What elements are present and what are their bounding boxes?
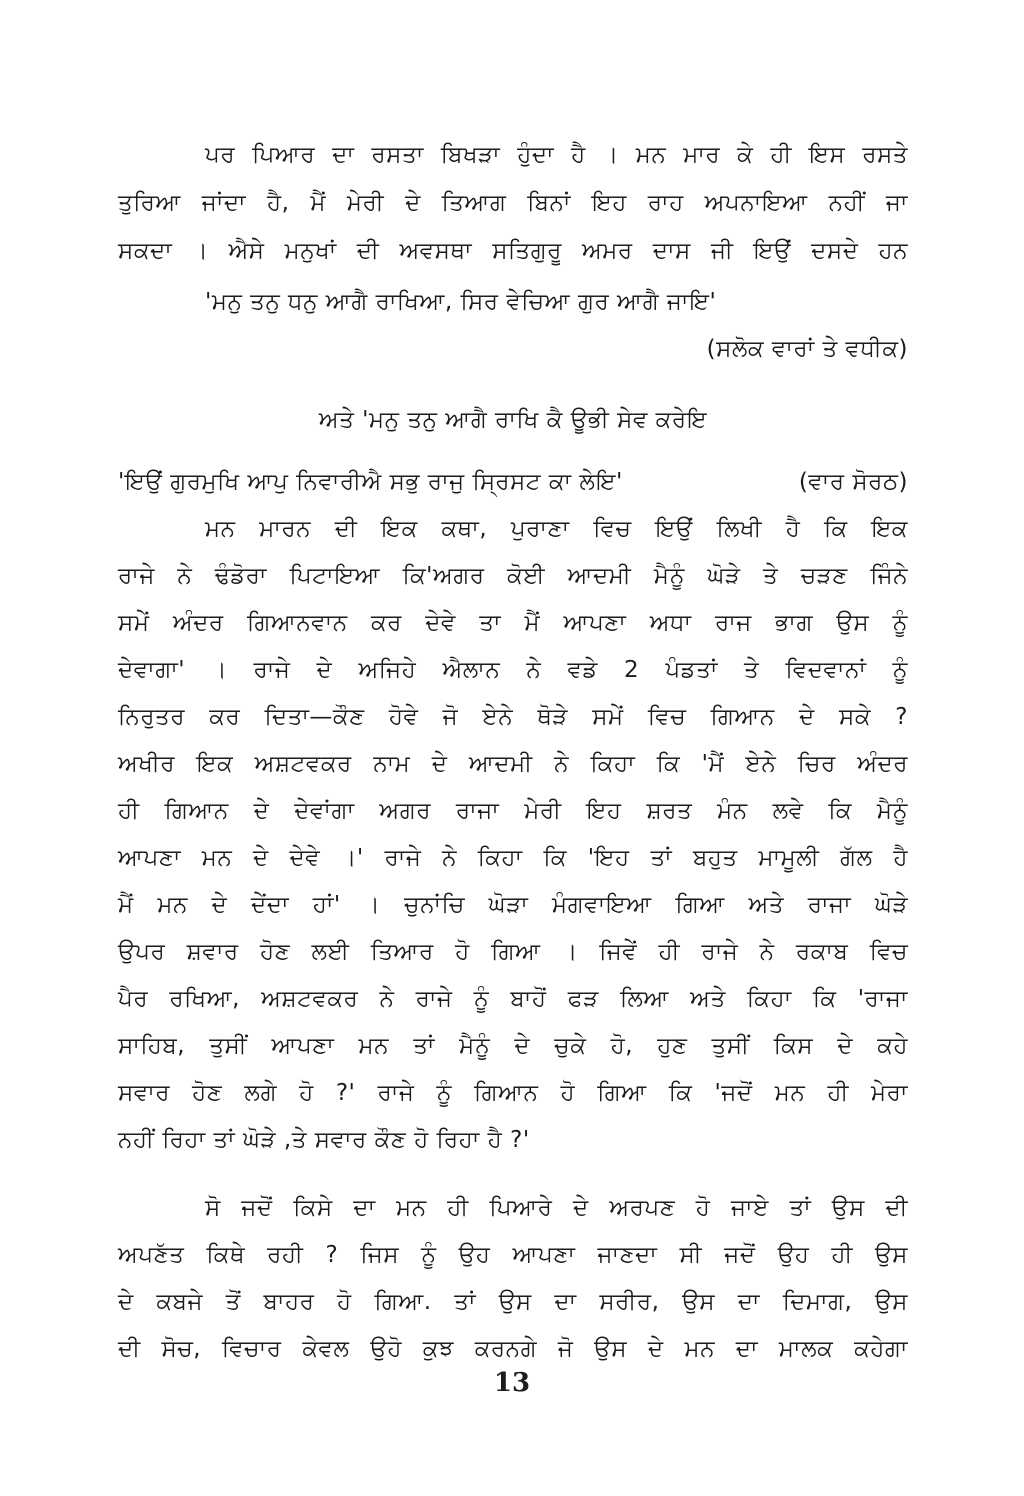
quote-2-line-1: ਅਤੇ 'ਮਨੁ ਤਨੁ ਆਗੈ ਰਾਖਿ ਕੈ ਊਭੀ ਸੇਵ ਕਰੇਇ <box>318 407 708 433</box>
paragraph-2-line-2: ਰਾਜੇ ਨੇ ਢੰਡੋਰਾ ਪਿਟਾਇਆ ਕਿ'ਅਗਰ ਕੋਈ ਆਦਮੀ ਮੈਨੂੰ ਘੋੜੇ ਤੇ ਚੜਣ ਜਿੰਨੇ <box>118 563 908 589</box>
paragraph-2-line-8: ਆਪਣਾ ਮਨ ਦੇ ਦੇਵੇ ।' ਰਾਜੇ ਨੇ ਕਿਹਾ ਕਿ 'ਇਹ ਤਾਂ ਬਹੁਤ ਮਾਮੂਲੀ ਗੱਲ ਹੈ <box>118 845 908 871</box>
paragraph-2-line-11: ਪੈਰ ਰਖਿਆ, ਅਸ਼ਟਵਕਰ ਨੇ ਰਾਜੇ ਨੂੰ ਬਾਹੋਂ ਫੜ ਲਿਆ ਅਤੇ ਕਿਹਾ ਕਿ 'ਰਾਜਾ <box>118 986 908 1012</box>
paragraph-2-line-4: ਦੇਵਾਗਾ' । ਰਾਜੇ ਦੇ ਅਜਿਹੇ ਐਲਾਨ ਨੇ ਵਡੇ 2 ਪੰਡਤਾਂ ਤੇ ਵਿਦਵਾਨਾਂ ਨੂੰ <box>118 657 908 683</box>
paragraph-2-line-10: ਉਪਰ ਸ਼ਵਾਰ ਹੋਣ ਲਈ ਤਿਆਰ ਹੋ ਗਿਆ । ਜਿਵੇਂ ਹੀ ਰਾਜੇ ਨੇ ਰਕਾਬ ਵਿਚ <box>118 939 908 965</box>
paragraph-2-line-3: ਸਮੇਂ ਅੰਦਰ ਗਿਆਨਵਾਨ ਕਰ ਦੇਵੇ ਤਾ ਮੈਂ ਆਪਣਾ ਅਧਾ ਰਾਜ ਭਾਗ ਉਸ ਨੂੰ <box>118 610 908 636</box>
paragraph-3-line-4: ਦੀ ਸੋਚ, ਵਿਚਾਰ ਕੇਵਲ ਉਹੋ ਕੁਝ ਕਰਨਗੇ ਜੋ ਉਸ ਦੇ ਮਨ ਦਾ ਮਾਲਕ ਕਹੇਗਾ <box>118 1336 908 1362</box>
paragraph-1-line-2: ਤੁਰਿਆ ਜਾਂਦਾ ਹੈ, ਮੈਂ ਮੇਰੀ ਦੇ ਤਿਆਗ ਬਿਨਾਂ ਇਹ ਰਾਹ ਅਪਨਾਇਆ ਨਹੀਂ ਜਾ <box>118 190 908 216</box>
paragraph-3-line-3: ਦੇ ਕਬਜੇ ਤੋਂ ਬਾਹਰ ਹੋ ਗਿਆ. ਤਾਂ ਉਸ ਦਾ ਸਰੀਰ, ਉਸ ਦਾ ਦਿਮਾਗ, ਉਸ <box>118 1289 908 1315</box>
paragraph-2-line-13: ਸਵਾਰ ਹੋਣ ਲਗੇ ਹੋ ?' ਰਾਜੇ ਨੂੰ ਗਿਆਨ ਹੋ ਗਿਆ ਕਿ 'ਜਦੋਂ ਮਨ ਹੀ ਮੇਰਾ <box>118 1080 908 1106</box>
quote-1-text: 'ਮਨੁ ਤਨੁ ਧਨੁ ਆਗੈ ਰਾਖਿਆ, ਸਿਰ ਵੇਚਿਆ ਗੁਰ ਆਗੈ ਜਾਇ' <box>205 289 717 315</box>
paragraph-2-line-14: ਨਹੀਂ ਰਿਹਾ ਤਾਂ ਘੋੜੇ ,ਤੇ ਸਵਾਰ ਕੌਣ ਹੋ ਰਿਹਾ ਹੈ ?' <box>118 1127 530 1153</box>
paragraph-2-line-7: ਹੀ ਗਿਆਨ ਦੇ ਦੇਵਾਂਗਾ ਅਗਰ ਰਾਜਾ ਮੇਰੀ ਇਹ ਸ਼ਰਤ ਮੰਨ ਲਵੇ ਕਿ ਮੈਨੂੰ <box>118 798 908 824</box>
paragraph-3-line-1: ਸੋ ਜਦੋਂ ਕਿਸੇ ਦਾ ਮਨ ਹੀ ਪਿਆਰੇ ਦੇ ਅਰਪਣ ਹੋ ਜਾਏ ਤਾਂ ਉਸ ਦੀ <box>205 1195 908 1221</box>
paragraph-1-line-1: ਪਰ ਪਿਆਰ ਦਾ ਰਸਤਾ ਬਿਖੜਾ ਹੁੰਦਾ ਹੈ । ਮਨ ਮਾਰ ਕੇ ਹੀ ਇਸ ਰਸਤੇ <box>205 142 908 168</box>
quote-2-source: (ਵਾਰ ਸੋਰਠ) <box>798 469 908 495</box>
paragraph-2-line-9: ਮੈਂ ਮਨ ਦੇ ਦੇਂਦਾ ਹਾਂ' । ਚੁਨਾਂਚਿ ਘੋੜਾ ਮੰਗਵਾਇਆ ਗਿਆ ਅਤੇ ਰਾਜਾ ਘੋੜੇ <box>118 892 908 918</box>
quote-2-line-2: 'ਇਉਂ ਗੁਰਮੁਖਿ ਆਪੁ ਨਿਵਾਰੀਐ ਸਭੁ ਰਾਜੁ ਸ੍ਰਿਸਟ ਕਾ ਲੇਇ' <box>118 469 623 495</box>
paragraph-1-line-3: ਸਕਦਾ । ਐਸੇ ਮਨੁਖਾਂ ਦੀ ਅਵਸਥਾ ਸਤਿਗੁਰੂ ਅਮਰ ਦਾਸ ਜੀ ਇਉਂ ਦਸਦੇ ਹਨ <box>118 238 908 264</box>
paragraph-3-line-2: ਅਪਣੱਤ ਕਿਥੇ ਰਹੀ ? ਜਿਸ ਨੂੰ ਉਹ ਆਪਣਾ ਜਾਣਦਾ ਸੀ ਜਦੋਂ ਉਹ ਹੀ ਉਸ <box>118 1242 908 1268</box>
paragraph-2-line-5: ਨਿਰੁਤਰ ਕਰ ਦਿਤਾ—ਕੌਣ ਹੋਵੇ ਜੋ ਏਨੇ ਥੋੜੇ ਸਮੇਂ ਵਿਚ ਗਿਆਨ ਦੇ ਸਕੇ ? <box>118 704 908 730</box>
quote-1-source: (ਸਲੋਕ ਵਾਰਾਂ ਤੇ ਵਧੀਕ) <box>706 336 908 362</box>
paragraph-2-line-6: ਅਖੀਰ ਇਕ ਅਸ਼ਟਵਕਰ ਨਾਮ ਦੇ ਆਦਮੀ ਨੇ ਕਿਹਾ ਕਿ 'ਮੈਂ ਏਨੇ ਚਿਰ ਅੰਦਰ <box>118 751 908 777</box>
page-number: 13 <box>493 1368 531 1398</box>
paragraph-2-line-1: ਮਨ ਮਾਰਨ ਦੀ ਇਕ ਕਥਾ, ਪੁਰਾਣਾ ਵਿਚ ਇਉਂ ਲਿਖੀ ਹੈ ਕਿ ਇਕ <box>205 516 908 542</box>
paragraph-2-line-12: ਸਾਹਿਬ, ਤੁਸੀਂ ਆਪਣਾ ਮਨ ਤਾਂ ਮੈਨੂੰ ਦੇ ਚੁਕੇ ਹੋ, ਹੁਣ ਤੁਸੀਂ ਕਿਸ ਦੇ ਕਹੇ <box>118 1033 908 1059</box>
